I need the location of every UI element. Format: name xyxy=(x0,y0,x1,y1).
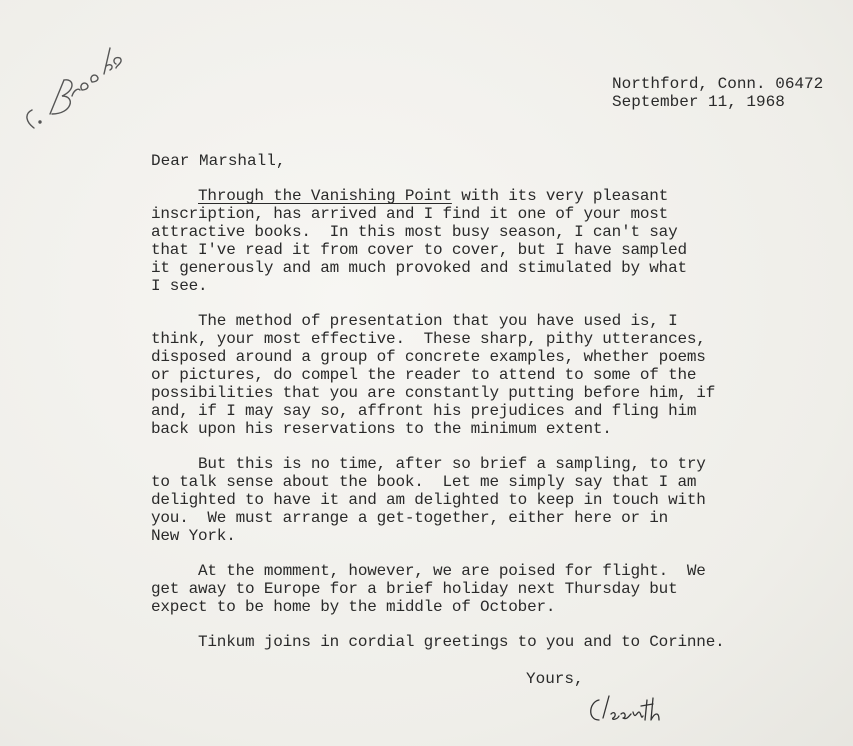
book-title: Through the Vanishing Point xyxy=(198,187,452,205)
paragraph-1 xyxy=(151,187,687,295)
paragraph-line: back upon his reservations to the minimum extent. xyxy=(151,420,612,438)
paragraph-line: At the momment, however, we are poised for flight. We xyxy=(151,562,706,580)
handwritten-note xyxy=(12,18,142,148)
paragraph-line: to talk sense about the book. Let me simply say that I am xyxy=(151,473,697,491)
paragraph-line: get away to Europe for a brief holiday next Thursday but xyxy=(151,580,678,598)
signature-drawing xyxy=(585,690,675,730)
paragraph-line: and, if I may say so, affront his prejudices and fling him xyxy=(151,402,697,420)
paragraph-line: Tinkum joins in cordial greetings to you and to Corinne. xyxy=(151,633,725,651)
paragraph-line: disposed around a group of concrete examples, whether poems xyxy=(151,348,706,366)
paragraph-line: inscription, has arrived and I find it one of your most xyxy=(151,205,669,223)
closing: Yours, xyxy=(526,670,584,688)
paragraph-line: New York. xyxy=(151,527,236,545)
paragraph-3 xyxy=(151,455,706,545)
paragraph-line: The method of presentation that you have used is, I xyxy=(151,312,678,330)
signature xyxy=(585,690,675,730)
paragraph-line: you. We must arrange a get-together, either here or in xyxy=(151,509,669,527)
dateline-place: Northford, Conn. 06472 xyxy=(612,75,824,93)
paragraph-line: think, your most effective. These sharp, pithy utterances, xyxy=(151,330,706,348)
paragraph-line: it generously and am much provoked and stimulated by what xyxy=(151,259,687,277)
paragraph-line: that I've read it from cover to cover, but I have sampled xyxy=(151,241,687,259)
paragraph-4 xyxy=(151,562,706,616)
dateline xyxy=(612,74,823,110)
paragraph-line: expect to be home by the middle of October. xyxy=(151,598,556,616)
paragraph-line: delighted to have it and am delighted to keep in touch with xyxy=(151,491,706,509)
paragraph-line: attractive books. In this most busy season, I can't say xyxy=(151,223,678,241)
handwritten-note-drawing xyxy=(12,18,142,148)
paragraph-5 xyxy=(151,633,725,651)
paragraph-2 xyxy=(151,312,715,438)
paragraph-text: with its very pleasant xyxy=(451,187,669,205)
paragraph-line xyxy=(151,187,687,205)
paragraph-line: But this is no time, after so brief a sampling, to try xyxy=(151,455,706,473)
paragraph-line: I see. xyxy=(151,277,208,295)
paragraph-line: possibilities that you are constantly putting before him, if xyxy=(151,384,716,402)
salutation: Dear Marshall, xyxy=(151,152,286,170)
paragraph-line: or pictures, do compel the reader to attend to some of the xyxy=(151,366,697,384)
dateline-date: September 11, 1968 xyxy=(612,93,785,111)
